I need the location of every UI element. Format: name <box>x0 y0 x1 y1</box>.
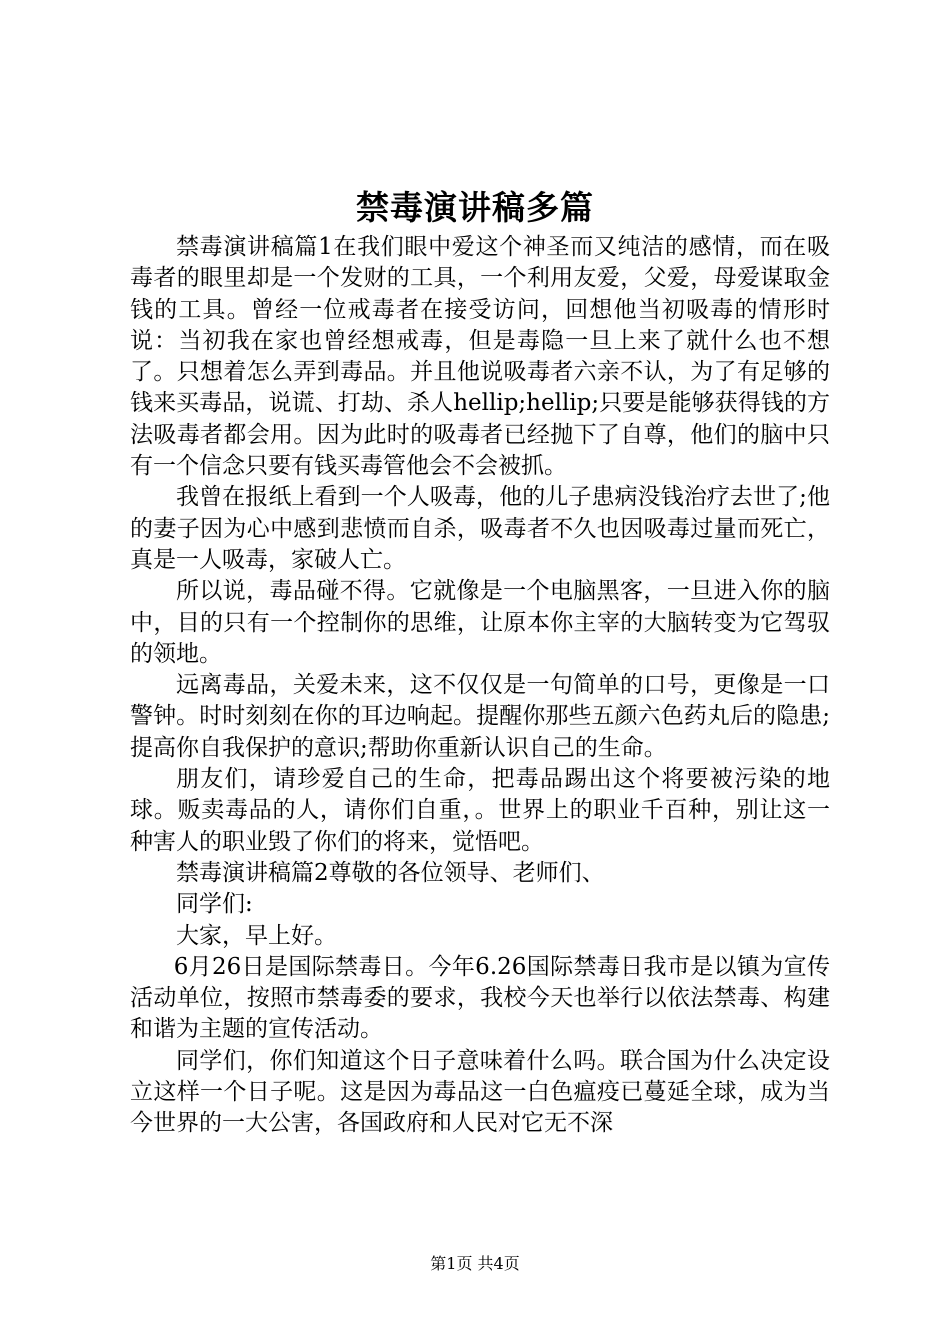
page-number-footer: 第1页 共4页 <box>430 1254 520 1273</box>
paragraph: 同学们，你们知道这个日子意味着什么吗。联合国为什么决定设立这样一个日子呢。这是因为毒品这一白色瘟疫已蔓延全球，成为当今世界的一大公害，各国政府和人民对它无不深 <box>130 1047 830 1137</box>
document-title: 禁毒演讲稿多篇 <box>356 188 594 227</box>
paragraph: 6月26日是国际禁毒日。今年6.26国际禁毒日我市是以镇为宣传活动单位，按照市禁毒委的要求，我校今天也举行以依法禁毒、构建和谐为主题的宣传活动。 <box>130 953 830 1043</box>
paragraph: 禁毒演讲稿篇2尊敬的各位领导、老师们、 <box>176 859 605 886</box>
paragraph: 我曾在报纸上看到一个人吸毒，他的儿子患病没钱治疗去世了;他的妻子因为心中感到悲愤而自杀，吸毒者不久也因吸毒过量而死亡，真是一人吸毒，家破人亡。 <box>130 484 830 573</box>
paragraph: 大家，早上好。 <box>176 922 337 949</box>
paragraph: 远离毒品，关爱未来，这不仅仅是一句简单的口号，更像是一口警钟。时时刻刻在你的耳边响起。提醒你那些五颜六色药丸后的隐患;提高你自我保护的意识;帮助你重新认识自己的生命。 <box>130 672 830 761</box>
document-body <box>130 232 830 1140</box>
paragraph: 禁毒演讲稿篇1在我们眼中爱这个神圣而又纯洁的感情，而在吸毒者的眼里却是一个发财的工具，一个利用友爱，父爱，母爱谋取金钱的工具。曾经一位戒毒者在接受访问，回想他当初吸毒的情形时说：当初我在家也曾经想戒毒，但是毒隐一旦上来了就什么也不想了。只想着怎么弄到毒品。并且他说吸毒者六亲不认，为了有足够的钱来买毒品，说谎、打劫、杀人hellip;hellip;只要是能够获得钱的方法吸毒者都会用。因为此时的吸毒者已经抛下了自尊，他们的脑中只有一个信念只要有钱买毒管他会不会被抓。 <box>130 234 830 480</box>
paragraph: 所以说，毒品碰不得。它就像是一个电脑黑客，一旦进入你的脑中，目的只有一个控制你的思维，让原本你主宰的大脑转变为它驾驭的领地。 <box>130 578 830 667</box>
paragraph: 朋友们，请珍爱自己的生命，把毒品踢出这个将要被污染的地球。贩卖毒品的人，请你们自重，。世界上的职业千百种，别让这一种害人的职业毁了你们的将来，觉悟吧。 <box>130 766 830 855</box>
paragraph: 同学们: <box>176 891 253 918</box>
